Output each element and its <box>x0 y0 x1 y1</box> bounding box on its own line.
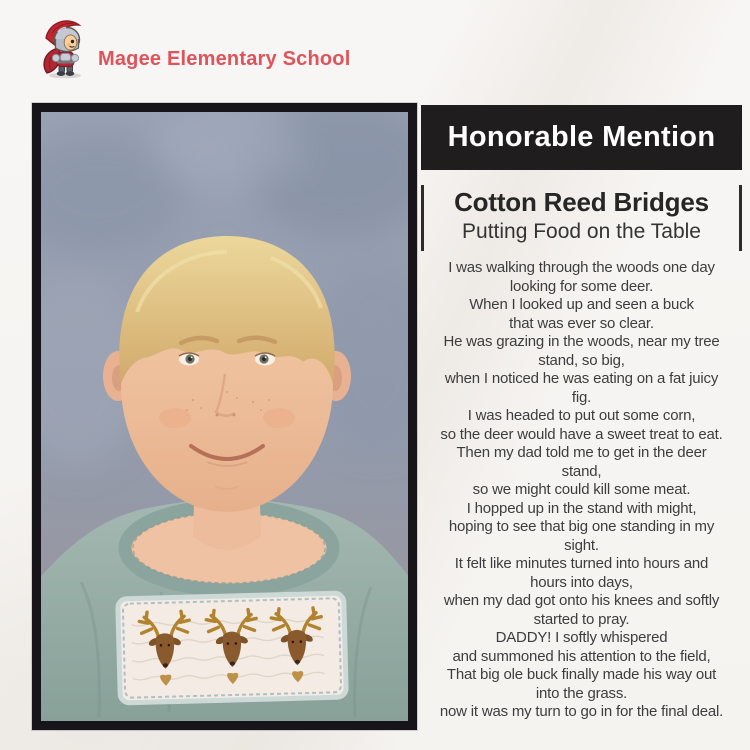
poem-line: hours into days, <box>530 573 633 591</box>
student-name-block <box>421 185 742 251</box>
poem-line: that was ever so clear. <box>509 314 654 332</box>
poem-line: fig. <box>571 388 592 406</box>
poem-line: He was grazing in the woods, near my tree <box>443 333 720 350</box>
poem-line: stand, so big, <box>538 351 625 369</box>
student-photo <box>32 103 417 730</box>
poem-line: DADDY! I softly whispered <box>495 629 668 646</box>
poem-line: stand, <box>561 462 602 480</box>
poem-line: hoping to see that big one standing in my <box>448 518 715 535</box>
poem-line: looking for some deer. <box>509 277 654 295</box>
poem-line: That big ole buck finally made his way out <box>446 666 717 683</box>
poem-line: and summoned his attention to the field, <box>452 647 711 665</box>
poem-line: I was walking through the woods one day <box>448 259 715 276</box>
student-name: Cotton Reed Bridges <box>454 187 709 217</box>
poem-line: sight. <box>564 536 599 554</box>
poem-line: so we might could kill some meat. <box>472 481 691 498</box>
award-banner <box>421 105 742 170</box>
student-portrait-illustration <box>41 112 408 721</box>
poem-title: Putting Food on the Table <box>462 220 701 243</box>
poem-text <box>411 259 750 722</box>
poem-line: started to pray. <box>533 610 630 628</box>
poem-line: Then my dad told me to get in the deer <box>456 444 707 461</box>
poem-line: when my dad got onto his knees and softly <box>443 592 720 609</box>
poem-line: so the deer would have a sweet treat to eat. <box>440 425 723 443</box>
poem-line: I was headed to put out some corn, <box>467 407 696 424</box>
poem-line: It felt like minutes turned into hours and <box>454 555 709 572</box>
poem-line: now it was my turn to go in for the final deal. <box>439 703 724 720</box>
school-name: Magee Elementary School <box>98 48 351 70</box>
knight-mascot-icon <box>33 16 97 82</box>
poem-line: when I noticed he was eating on a fat juicy <box>444 370 719 387</box>
poem-line: into the grass. <box>535 684 628 702</box>
poem-line: I hopped up in the stand with might, <box>466 499 697 517</box>
poem-line: When I looked up and seen a buck <box>469 296 694 313</box>
award-banner-title: Honorable Mention <box>447 121 716 153</box>
award-column <box>421 105 742 722</box>
